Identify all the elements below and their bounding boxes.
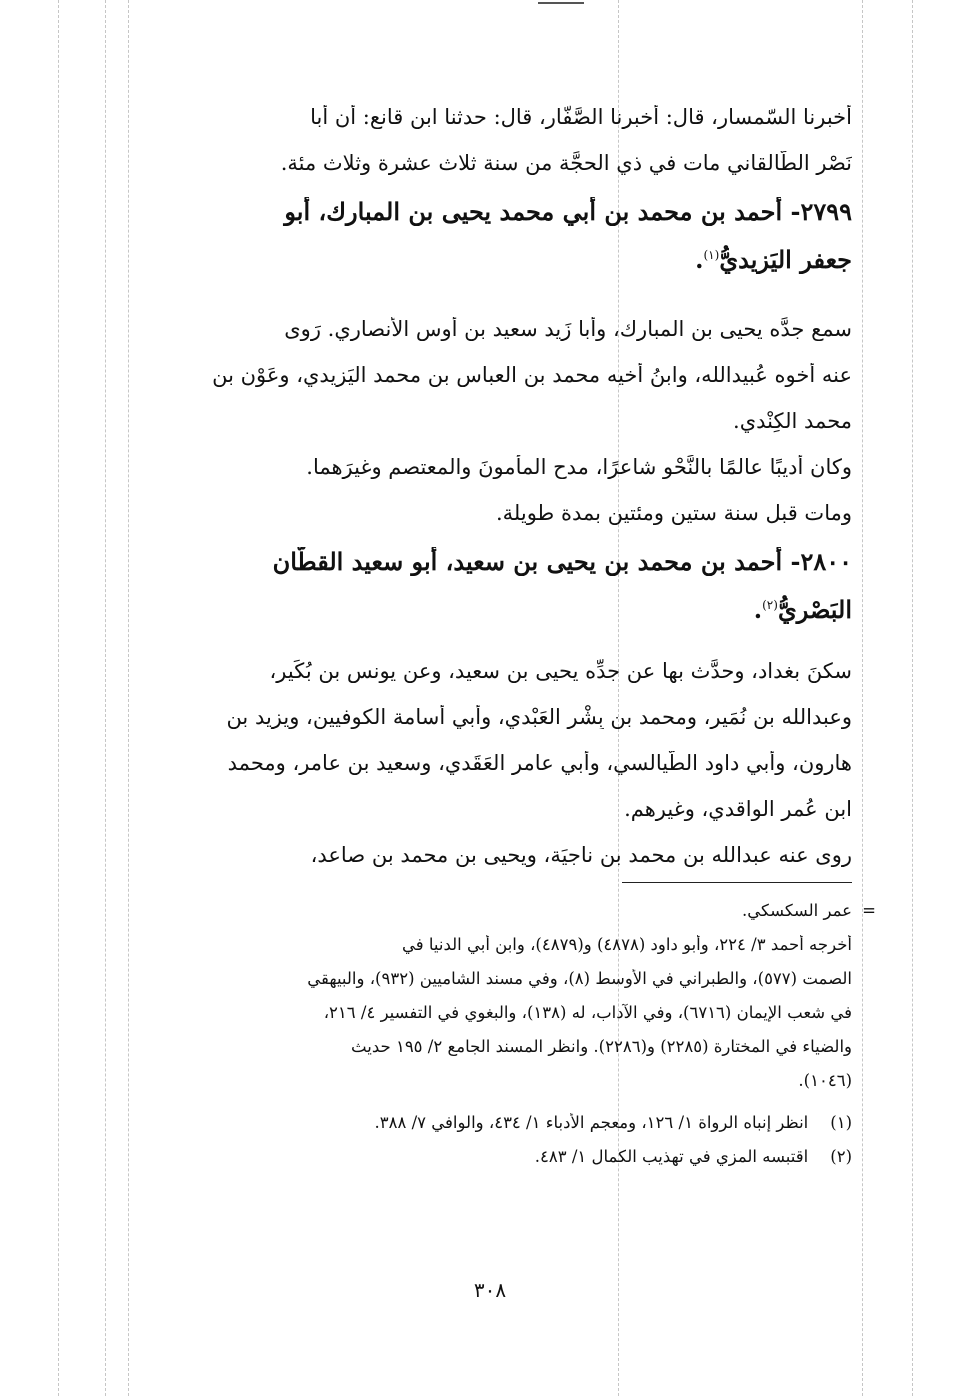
footnote-2-text: اقتبسه المزي في تهذيب الكمال ١/ ٤٨٣. [534,1147,809,1166]
entry-2799-text-line-1: سمع جدَّه يحيى بن المبارك، وأبا زَيد سعيد بن أوس الأنصاري. رَوى [284,317,852,341]
footnote-continued-line-1: عمر السكسكي. [741,901,852,920]
entry-2799-text-line-4: وكان أديبًا عالمًا بالنَّحْو شاعرًا، مدح المأمونَ والمعتصم وغيرَهما. [306,455,852,479]
scan-guide-line [105,0,106,1396]
footnote-1 [140,1113,852,1132]
entry-2800-text-line-1: سكنَ بغداد، وحدَّث بها عن جدِّه يحيى بن سعيد، وعن يونس بن بُكَير، [269,659,852,683]
paragraph-1-line-1: أخبرنا السّمسار، قال: أخبرنا الصَّفّار، قال: حدثنا ابن قانع: أن أبا [310,105,852,129]
scan-guide-line [862,0,863,1396]
entry-2800-text-line-5: روى عنه عبدالله بن محمد بن ناجيَة، ويحيى بن محمد بن صاعد، [310,843,852,867]
entry-2799-heading-line-1: ٢٧٩٩- أحمد بن محمد بن أبي محمد يحيى بن المبارك، أبو [284,197,852,226]
entry-2799-heading-line-2 [140,245,852,274]
entry-2800-name: البَصْريُّ [777,595,852,624]
heading-end-mark: . [695,245,704,274]
continuation-mark: = [862,901,876,920]
entry-2800-heading-line-2 [140,595,852,624]
heading-end-mark: . [753,595,763,624]
footnote-separator [622,882,852,883]
scan-guide-line [912,0,913,1396]
footnote-continued-line-2: أخرجه أحمد ٣/ ٢٢٤، وأبو داود (٤٨٧٨) و(٤٨٧٩)، وابن أبي الدنيا في [401,935,852,954]
scan-guide-line [128,0,129,1396]
entry-2800-heading-line-1: ٢٨٠٠- أحمد بن محمد بن يحيى بن سعيد، أبو سعيد القطّان [272,547,852,576]
footnote-1-label: (١) [830,1113,852,1132]
entry-2799-text-line-3: محمد الكِنْدي. [733,409,852,433]
entry-2799-text-line-5: ومات قبل سنة ستين ومئتين بمدة طويلة. [495,501,852,525]
entry-2800-text-line-2: وعبدالله بن نُمَير، ومحمد بن بِشْر العَبْدي، وأبي أسامة الكوفيين، ويزيد بن [226,705,852,729]
top-crop-mark [538,2,584,4]
paragraph-1-line-2: نَصْر الطّالقاني مات في ذي الحجَّة من سنة ثلاث عشرة وثلاث مئة. [280,151,852,175]
footnote-continued-line-3: الصمت (٥٧٧)، والطبراني في الأوسط (٨)، وفي مسند الشاميين (٩٣٢)، والبيهقي [307,969,852,988]
entry-2799-name: جعفر اليَزيديُّ [719,245,852,274]
entry-2799-text-line-2: عنه أخوه عُبيدالله، وابنُ أخيه محمد بن العباس بن محمد اليَزيدي، وعَوْن بن [212,363,852,387]
footnote-ref-2: (٢) [762,598,778,612]
entry-2800-text-line-3: هارون، وأبي داود الطَّيالسي، وأبي عامر العَقَدي، وسعيد بن عامر، ومحمد [227,751,852,775]
footnote-continued-line-5: والضياء في المختارة (٢٢٨٥) و(٢٢٨٦). وانظر المسند الجامع ٢/ ١٩٥ حديث [351,1037,852,1056]
page-number: ٣٠٨ [473,1278,507,1302]
footnote-2-label: (٢) [830,1147,852,1166]
entry-2800-text-line-4: ابن عُمر الواقدي، وغيرِهم. [624,797,852,821]
footnote-1-text: انظر إنباه الرواة ١/ ١٢٦، ومعجم الأدباء ١/ ٤٣٤، والوافي ٧/ ٣٨٨. [374,1113,809,1132]
footnote-continued-line-4: في شعب الإيمان (٦٧١٦)، وفي الآداب، له (١٣٨)، والبغوي في التفسير ٤/ ٢١٦، [323,1003,852,1022]
footnote-ref-1: (١) [703,248,720,262]
scan-guide-line [58,0,59,1396]
footnote-continued-line-6: (١٠٤٦). [798,1071,852,1090]
footnote-2 [140,1147,852,1166]
